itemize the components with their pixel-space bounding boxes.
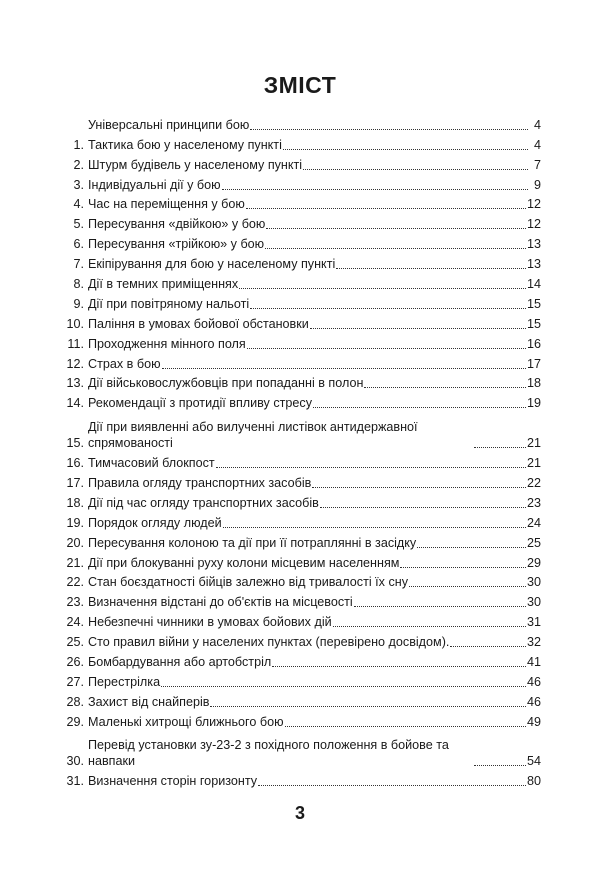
toc-entry[interactable] — [61, 690, 541, 710]
dot-leader — [474, 446, 526, 448]
toc-entry-number: 18. — [66, 495, 84, 510]
toc-entry-number: 8. — [73, 277, 84, 292]
dot-leader — [250, 307, 526, 309]
toc-entry-title: Страх в бою — [88, 356, 161, 371]
toc-entry[interactable] — [61, 670, 541, 690]
toc-entry-title: Маленькі хитрощі ближнього бою — [88, 714, 284, 729]
toc-entry-number: 25. — [66, 635, 84, 650]
dot-leader — [272, 665, 526, 667]
toc-entry-number: 10. — [66, 316, 84, 331]
toc-entry[interactable] — [61, 352, 541, 372]
toc-entry-number: 2. — [73, 157, 84, 172]
toc-entry-number: 3. — [73, 177, 84, 192]
dot-leader — [285, 725, 526, 727]
toc-entry[interactable] — [61, 272, 541, 292]
toc-entry-title: Дії при виявленні або вилученні листівок антидержавної спрямованості — [88, 420, 418, 451]
dot-leader — [400, 566, 526, 568]
toc-entry-number: 24. — [66, 615, 84, 630]
toc-entry-title: Універсальні принципи бою — [88, 117, 250, 132]
toc-entry[interactable] — [61, 252, 541, 272]
dot-leader — [265, 247, 526, 249]
dot-leader — [161, 685, 526, 687]
toc-entry-number: 14. — [66, 396, 84, 411]
toc-entry-page: 16 — [526, 336, 541, 351]
toc-entry[interactable] — [61, 292, 541, 312]
toc-entry-title: Штурм будівель у населеному пункті — [88, 157, 303, 172]
toc-entry-title: Бомбардування або артобстріл — [88, 654, 272, 669]
toc-entry-title: Час на переміщення у бою — [88, 197, 245, 212]
toc-entry-title: Перестрілка — [88, 674, 161, 689]
toc-entry[interactable] — [61, 133, 541, 153]
toc-entry[interactable] — [61, 650, 541, 670]
toc-entry[interactable] — [61, 590, 541, 610]
toc-entry-title: Рекомендації з протидії впливу стресу — [88, 396, 313, 411]
toc-entry-title: Індивідуальні дії у бою — [88, 177, 221, 192]
toc-entry-title: Пересування колоною та дії при її потраплянні в засідку — [88, 535, 417, 550]
toc-entry-page: 21 — [526, 456, 541, 471]
toc-entry-title: Перевід установки зу-23-2 з похідного положення в бойове та навпаки — [88, 738, 449, 769]
toc-entry-title: Дії при повітряному нальоті — [88, 296, 250, 311]
toc-entry[interactable] — [61, 471, 541, 491]
toc-entry-title: Пересування «двійкою» у бою — [88, 217, 266, 232]
toc-entry[interactable] — [61, 232, 541, 252]
toc-entry-title: Визначення сторін горизонту — [88, 774, 258, 789]
toc-entry-title: Стан боєздатності бійців залежно від тривалості їх сну — [88, 575, 408, 590]
toc-entry-title: Пересування «трійкою» у бою — [88, 237, 265, 252]
toc-entry-number: 17. — [66, 475, 84, 490]
toc-entry-title: Екіпірування для бою у населеному пункті — [88, 257, 336, 272]
toc-entry-page: 15 — [526, 316, 541, 331]
toc-entry-page: 25 — [526, 535, 541, 550]
toc-entry-title: Проходження мінного поля — [88, 336, 246, 351]
dot-leader — [162, 367, 526, 369]
toc-entry-number: 26. — [66, 654, 84, 669]
dot-leader — [364, 386, 526, 388]
toc-entry-number: 31. — [66, 774, 84, 789]
dot-leader — [312, 486, 526, 488]
toc-entry-title: Сто правил війни у населених пунктах (перевірено досвідом). — [88, 635, 450, 650]
toc-entry-page: 54 — [526, 754, 541, 769]
toc-entry[interactable] — [61, 212, 541, 232]
toc-entry[interactable] — [61, 511, 541, 531]
toc-entry-number: 19. — [66, 515, 84, 530]
toc-entry-page: 30 — [526, 575, 541, 590]
toc-entry-title: Дії в темних приміщеннях — [88, 277, 239, 292]
toc-entry-page: 29 — [526, 555, 541, 570]
toc-entry-page: 12 — [526, 217, 541, 232]
toc-entry[interactable] — [61, 710, 541, 730]
toc-entry-page: 18 — [526, 376, 541, 391]
toc-entry-page: 13 — [526, 237, 541, 252]
toc-entry[interactable] — [61, 730, 541, 770]
toc-entry-title: Порядок огляду людей — [88, 515, 222, 530]
toc-entry-title: Захист від снайперів — [88, 694, 210, 709]
dot-leader — [247, 347, 526, 349]
table-of-contents — [61, 113, 541, 789]
toc-entry-page: 14 — [526, 277, 541, 292]
dot-leader — [250, 128, 528, 130]
toc-entry-page: 15 — [526, 296, 541, 311]
dot-leader — [210, 705, 526, 707]
toc-entry-page: 4 — [533, 137, 541, 152]
dot-leader — [450, 645, 526, 647]
dot-leader — [417, 546, 526, 548]
dot-leader — [474, 764, 526, 766]
toc-entry-number: 30. — [66, 754, 84, 769]
toc-entry-title: Тактика бою у населеному пункті — [88, 137, 282, 152]
toc-entry[interactable] — [61, 551, 541, 571]
dot-leader — [336, 267, 526, 269]
toc-entry-page: 12 — [526, 197, 541, 212]
toc-entry[interactable] — [61, 630, 541, 650]
dot-leader — [246, 207, 526, 209]
toc-entry-number: 28. — [66, 694, 84, 709]
toc-entry-number: 9. — [73, 296, 84, 311]
toc-entry[interactable] — [61, 173, 541, 193]
toc-entry-page: 7 — [533, 157, 541, 172]
toc-entry-page: 13 — [526, 257, 541, 272]
toc-entry-page: 49 — [526, 714, 541, 729]
toc-entry[interactable] — [61, 411, 541, 451]
toc-entry[interactable] — [61, 451, 541, 471]
toc-entry-title: Визначення відстані до об'єктів на місцевості — [88, 595, 353, 610]
toc-entry-number: 16. — [66, 456, 84, 471]
toc-entry-title: Небезпечні чинники в умовах бойових дій — [88, 615, 332, 630]
toc-entry[interactable] — [61, 332, 541, 352]
toc-entry-page: 22 — [526, 475, 541, 490]
toc-entry-page: 31 — [526, 615, 541, 630]
dot-leader — [283, 148, 528, 150]
toc-entry[interactable] — [61, 153, 541, 173]
toc-entry-page: 46 — [526, 674, 541, 689]
toc-entry-title: Правила огляду транспортних засобів — [88, 475, 312, 490]
toc-entry[interactable] — [61, 571, 541, 591]
toc-entry-page: 41 — [526, 654, 541, 669]
dot-leader — [303, 168, 528, 170]
toc-entry-page: 21 — [526, 436, 541, 451]
toc-entry-page: 9 — [533, 177, 541, 192]
toc-entry-number: 20. — [66, 535, 84, 550]
toc-entry-page: 23 — [526, 495, 541, 510]
toc-entry-title: Дії під час огляду транспортних засобів — [88, 495, 319, 510]
dot-leader — [313, 406, 526, 408]
toc-entry-page: 30 — [526, 595, 541, 610]
dot-leader — [266, 227, 526, 229]
toc-entry-number: 21. — [66, 555, 84, 570]
toc-entry-number: 4. — [73, 197, 84, 212]
toc-entry-title: Дії при блокуванні руху колони місцевим населенням — [88, 555, 400, 570]
toc-entry-number: 12. — [66, 356, 84, 371]
dot-leader — [222, 188, 528, 190]
dot-leader — [258, 784, 526, 786]
dot-leader — [216, 466, 526, 468]
toc-entry-number: 15. — [66, 436, 84, 451]
toc-entry-page: 19 — [526, 396, 541, 411]
toc-entry[interactable] — [61, 531, 541, 551]
toc-entry[interactable] — [61, 610, 541, 630]
toc-entry-number: 22. — [66, 575, 84, 590]
toc-entry-page: 46 — [526, 694, 541, 709]
toc-entry-number: 27. — [66, 674, 84, 689]
page-number: 3 — [294, 803, 305, 823]
toc-entry-number: 13. — [66, 376, 84, 391]
toc-entry-page: 80 — [526, 774, 541, 789]
toc-entry-number: 7. — [73, 257, 84, 272]
toc-entry-title: Паління в умовах бойової обстановки — [88, 316, 309, 331]
dot-leader — [223, 526, 526, 528]
toc-entry-page: 32 — [526, 635, 541, 650]
toc-entry[interactable] — [61, 491, 541, 511]
dot-leader — [354, 605, 526, 607]
toc-entry[interactable] — [61, 113, 541, 133]
toc-entry-number: 6. — [73, 237, 84, 252]
toc-entry-page: 17 — [526, 356, 541, 371]
toc-entry-page: 4 — [533, 117, 541, 132]
page-title: ЗМІСТ — [263, 72, 337, 98]
toc-entry[interactable] — [61, 193, 541, 213]
toc-entry-page: 24 — [526, 515, 541, 530]
dot-leader — [333, 625, 526, 627]
toc-entry-number: 5. — [73, 217, 84, 232]
dot-leader — [239, 287, 526, 289]
dot-leader — [409, 585, 526, 587]
toc-entry-title: Тимчасовий блокпост — [88, 456, 215, 471]
toc-entry-number: 1. — [73, 137, 84, 152]
toc-entry-title: Дії військовослужбовців при попаданні в полон — [88, 376, 364, 391]
toc-entry[interactable] — [61, 312, 541, 332]
toc-entry[interactable] — [61, 769, 541, 789]
toc-entry[interactable] — [61, 372, 541, 392]
dot-leader — [320, 506, 526, 508]
toc-entry-number: 23. — [66, 595, 84, 610]
toc-entry-number: 29. — [66, 714, 84, 729]
dot-leader — [310, 327, 526, 329]
toc-entry[interactable] — [61, 391, 541, 411]
toc-entry-number: 11. — [67, 336, 84, 351]
